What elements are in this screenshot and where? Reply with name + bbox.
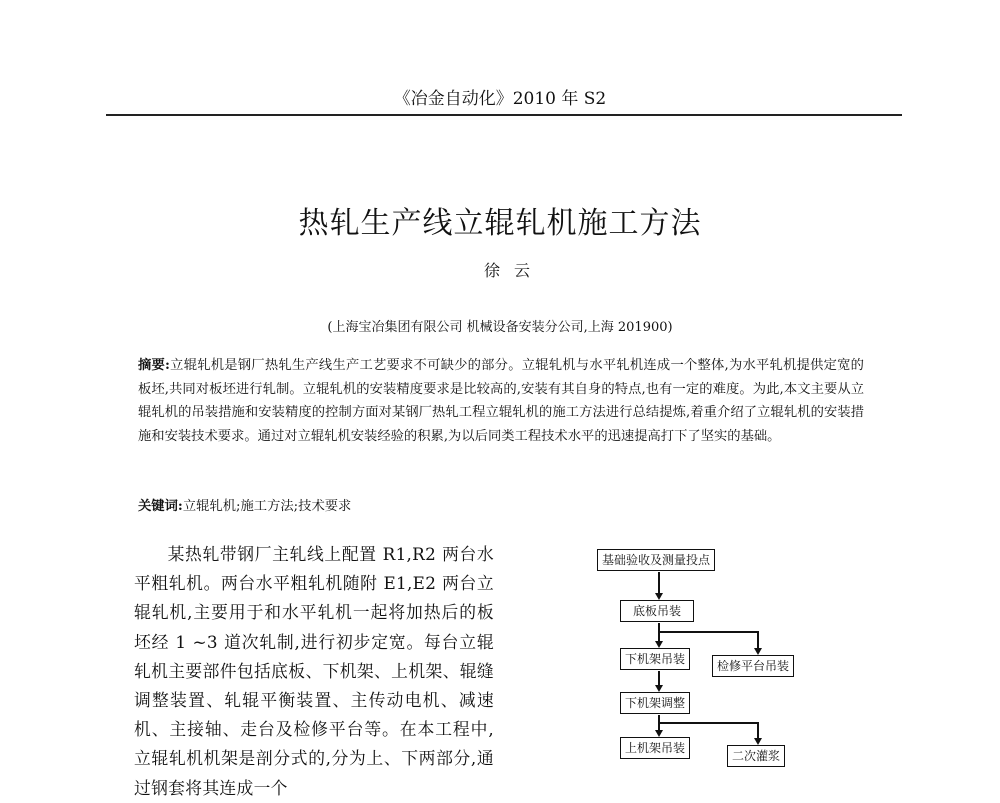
flow-connector <box>757 722 759 739</box>
flow-step-lower-frame-lift: 下机架吊装 <box>620 648 690 670</box>
header-rule <box>106 114 902 116</box>
flow-connector <box>658 631 758 633</box>
arrow-down-icon <box>754 648 762 655</box>
flow-step-baseplate: 底板吊装 <box>620 600 694 622</box>
keywords-label: 关键词: <box>138 499 183 514</box>
flow-step-foundation: 基础验收及测量投点 <box>597 549 715 571</box>
keywords-text: 立辊轧机;施工方法;技术要求 <box>182 499 352 514</box>
abstract <box>138 354 864 448</box>
arrow-down-icon <box>655 641 663 648</box>
abstract-label: 摘要: <box>138 358 170 373</box>
paper-title: 热轧生产线立辊轧机施工方法 <box>298 206 702 241</box>
flow-connector <box>658 572 660 594</box>
flow-step-platform-lift: 检修平台吊装 <box>712 655 794 677</box>
flow-connector <box>658 623 660 642</box>
arrow-down-icon <box>754 738 762 745</box>
arrow-down-icon <box>655 685 663 692</box>
flow-connector <box>658 722 758 724</box>
flow-step-lower-frame-adjust: 下机架调整 <box>620 692 690 714</box>
flow-step-upper-frame-lift: 上机架吊装 <box>620 737 690 759</box>
arrow-down-icon <box>655 593 663 600</box>
affiliation: (上海宝冶集团有限公司 机械设备安装分公司,上海 201900) <box>327 320 673 335</box>
arrow-down-icon <box>655 730 663 737</box>
flow-step-secondary-grouting: 二次灌浆 <box>727 745 785 767</box>
flow-connector <box>658 671 660 686</box>
body-paragraph: 某热轧带钢厂主轧线上配置 R1,R2 两台水平粗轧机。两台水平粗轧机随附 E1,E2 两台立辊轧机,主要用于和水平轧机一起将加热后的板坯经 1 ~3 道次轧制,进行初步定宽。每台立辊轧机主要部件包括底板、下机架、上机架、辊缝调整装置、轧辊平衡装置、主传动电机、减速机、主接轴、走台及检修平台等。在本工程中,立辊轧机机架是剖分式的,分为上、下两部分,通过钢套将其连成一个 <box>134 544 494 798</box>
flow-connector <box>757 631 759 649</box>
abstract-text: 立辊轧机是钢厂热轧生产线生产工艺要求不可缺少的部分。立辊轧机与水平轧机连成一个整体,为水平轧机提供定宽的板坯,共同对板坯进行轧制。立辊轧机的安装精度要求是比较高的,安装有其自身的特点,也有一定的难度。为此,本文主要从立辊轧机的吊装措施和安装精度的控制方面对某钢厂热轧工程立辊轧机的施工方法进行总结提炼,着重介绍了立辊轧机的安装措施和安装技术要求。通过对立辊轧机安装经验的积累,为以后同类工程技术水平的迅速提高打下了坚实的基础。 <box>138 358 864 444</box>
journal-header: 《冶金自动化》2010 年 S2 <box>393 89 607 109</box>
keywords <box>138 495 351 514</box>
author: 徐云 <box>483 261 544 280</box>
